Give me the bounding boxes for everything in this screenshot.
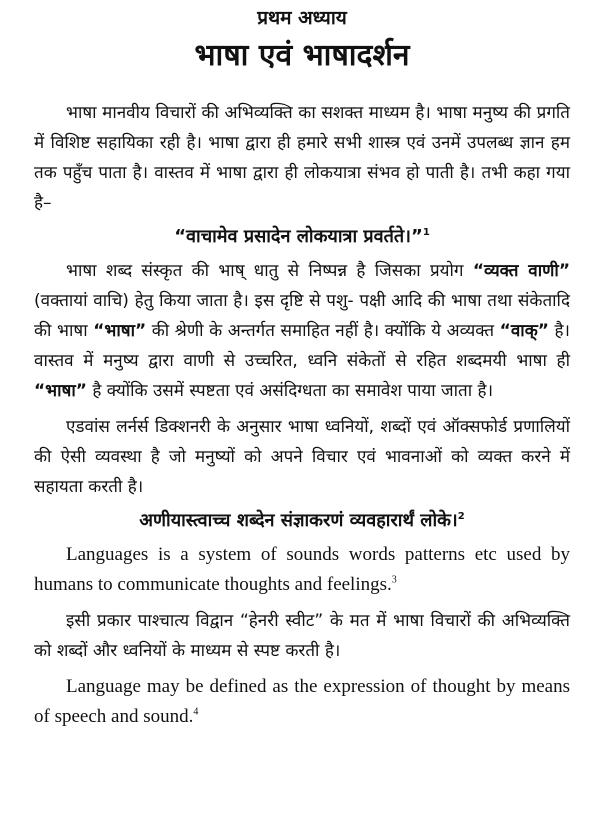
paragraph-intro: भाषा मानवीय विचारों की अभिव्यक्ति का सशक्त माध्यम है। भाषा मनुष्य की प्रगति में विशिष्ट सहायिका रही है। भाषा द्वारा ही हमारे सभी शास्त्र एवं उनमें उपलब्ध ज्ञान हम तक पहुँच पाता है। वास्तव में भाषा द्वारा ही लोकयात्रा संभव हो पाती है। तभी कहा गया है– (34, 103, 570, 213)
paragraph-henry-sweet: इसी प्रकार पाश्चात्य विद्वान “हेनरी स्वीट” के मत में भाषा विचारों की अभिव्यक्ति को शब्दों और ध्वनियों के माध्यम से स्पष्ट करती है। (34, 611, 570, 661)
bold-term: “व्यक्त वाणी” (472, 261, 570, 281)
paragraph-etymology (34, 256, 570, 406)
bold-term: “भाषा” (34, 381, 87, 401)
sanskrit-quote-1 (34, 222, 570, 252)
footnote-marker: 3 (391, 574, 397, 586)
footnote-marker: 4 (193, 706, 199, 718)
bold-term: “भाषा” (93, 321, 147, 341)
english-definition-1 (34, 540, 570, 600)
definition-text: Languages is a system of sounds words patterns etc used by humans to communicate thoughts and feelings. (34, 544, 570, 595)
quote-text: “वाचामेव प्रसादेन लोकयात्रा प्रवर्तते।” (174, 226, 423, 247)
text-run: (वक्तायां वाचि) हेतु किया जाता है। इस दृष्टि से पशु- पक्षी आदि की भाषा तथा संकेतादि की भाषा (34, 291, 570, 341)
paragraph-dictionary: एडवांस लर्नर्स डिक्शनरी के अनुसार भाषा ध्वनियों, शब्दों एवं ऑक्सफोर्ड प्रणालियों की ऐसी व्यवस्था है जो मनुष्यों को अपने विचार एवं भावनाओं को व्यक्त करने में सहायता करती है। (34, 417, 570, 497)
text-run: है। वास्तव में मनुष्य द्वारा वाणी से उच्चरित, ध्वनि संकेतों से रहित शब्दमयी भाषा ही (34, 321, 570, 371)
chapter-title: भाषा एवं भाषादर्शन (194, 38, 410, 73)
book-page (0, 4, 600, 828)
sanskrit-quote-2 (34, 506, 570, 536)
bold-term: “वाक्” (499, 321, 549, 341)
footnote-marker: 1 (422, 227, 430, 238)
quote-text: अणीयास्त्वाच्च शब्देन संज्ञाकरणं व्यवहारार्थं लोके। (139, 510, 458, 531)
text-run: की श्रेणी के अन्तर्गत समाहित नहीं है। क्योंकि ये अव्यक्त (146, 321, 500, 341)
text-run: भाषा शब्द संस्कृत की भाष् धातु से निष्पन्न है जिसका प्रयोग (66, 261, 473, 281)
definition-text: Language may be defined as the expression of thought by means of speech and sound. (34, 676, 570, 727)
text-run: है क्योंकि उसमें स्पष्टता एवं असंदिग्धता का समावेश पाया जाता है। (86, 381, 494, 401)
footnote-marker: 2 (457, 511, 465, 522)
english-definition-2 (34, 672, 570, 732)
chapter-label: प्रथम अध्याय (257, 7, 347, 29)
